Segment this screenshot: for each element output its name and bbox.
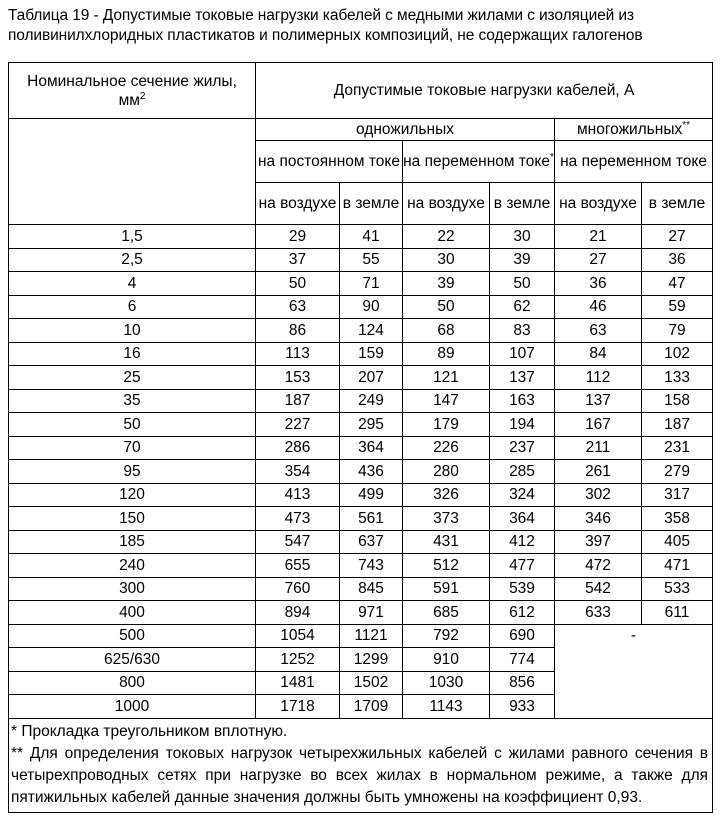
cell-m-ground: 611 [642, 601, 713, 625]
cell-section: 16 [9, 342, 256, 366]
cell-ac-ground: 612 [490, 601, 555, 625]
cell-ac-air: 373 [403, 507, 490, 531]
cell-section: 185 [9, 530, 256, 554]
cell-section: 25 [9, 366, 256, 390]
table-body [9, 225, 713, 719]
cell-ac-air: 1143 [403, 695, 490, 719]
cell-ac-air: 910 [403, 648, 490, 672]
cell-dc-air: 286 [256, 436, 340, 460]
cell-dc-air: 187 [256, 389, 340, 413]
cell-m-air: 302 [555, 483, 642, 507]
ac-ground-header: в земле [490, 183, 555, 225]
table-row [9, 601, 713, 625]
cell-dc-air: 50 [256, 272, 340, 296]
multi-ground-header: в земле [642, 183, 713, 225]
cell-m-ground: 27 [642, 225, 713, 249]
cell-dc-ground: 1299 [340, 648, 403, 672]
cell-ac-air: 685 [403, 601, 490, 625]
cell-m-ground: 471 [642, 554, 713, 578]
cell-ac-ground: 237 [490, 436, 555, 460]
cell-section: 95 [9, 460, 256, 484]
cell-section: 50 [9, 413, 256, 437]
cell-section: 120 [9, 483, 256, 507]
cell-section: 10 [9, 319, 256, 343]
single-core-header: одножильных [256, 119, 555, 141]
cell-section: 1000 [9, 695, 256, 719]
multi-absent-cell: - [555, 624, 713, 718]
cell-ac-air: 1030 [403, 671, 490, 695]
cell-ac-ground: 163 [490, 389, 555, 413]
cell-m-ground: 59 [642, 295, 713, 319]
table-row [9, 366, 713, 390]
table-row [9, 225, 713, 249]
table-row [9, 577, 713, 601]
multi-core-mark: ** [682, 119, 691, 131]
cell-ac-ground: 39 [490, 248, 555, 272]
table-row [9, 483, 713, 507]
cell-ac-ground: 774 [490, 648, 555, 672]
cell-dc-ground: 637 [340, 530, 403, 554]
section-header-blank [9, 119, 256, 225]
cell-m-air: 137 [555, 389, 642, 413]
cell-dc-ground: 1502 [340, 671, 403, 695]
cell-ac-ground: 83 [490, 319, 555, 343]
cell-ac-ground: 364 [490, 507, 555, 531]
cell-m-ground: 187 [642, 413, 713, 437]
cell-ac-ground: 412 [490, 530, 555, 554]
table-row [9, 319, 713, 343]
cell-m-air: 633 [555, 601, 642, 625]
cell-m-air: 46 [555, 295, 642, 319]
table-row [9, 295, 713, 319]
ac-air-header: на воздухе [403, 183, 490, 225]
cell-m-air: 36 [555, 272, 642, 296]
section-label: Номинальное сечение жилы, [27, 72, 237, 90]
section-header [9, 63, 256, 119]
cell-dc-air: 37 [256, 248, 340, 272]
cell-ac-air: 50 [403, 295, 490, 319]
cell-section: 500 [9, 624, 256, 648]
table-row [9, 342, 713, 366]
cell-dc-ground: 561 [340, 507, 403, 531]
cell-section: 70 [9, 436, 256, 460]
cell-m-ground: 533 [642, 577, 713, 601]
note-1: * Прокладка треугольником вплотную. [11, 722, 288, 740]
cell-ac-air: 792 [403, 624, 490, 648]
cell-ac-ground: 539 [490, 577, 555, 601]
cell-ac-ground: 477 [490, 554, 555, 578]
cell-dc-ground: 436 [340, 460, 403, 484]
cell-dc-air: 354 [256, 460, 340, 484]
cell-dc-air: 113 [256, 342, 340, 366]
multi-core-label: многожильных [577, 121, 683, 138]
cell-m-air: 167 [555, 413, 642, 437]
cell-m-air: 346 [555, 507, 642, 531]
cell-m-ground: 405 [642, 530, 713, 554]
dc-ground-header: в земле [340, 183, 403, 225]
cell-section: 1,5 [9, 225, 256, 249]
cell-m-air: 397 [555, 530, 642, 554]
cell-section: 150 [9, 507, 256, 531]
table-row [9, 507, 713, 531]
cell-dc-ground: 90 [340, 295, 403, 319]
cell-ac-ground: 856 [490, 671, 555, 695]
note-2: ** Для определения токовых нагрузок четырехжильных кабелей с жилами равного сечения в четырехпроводных сетях при нагрузке во всех жилах в нормальном режиме, а также для пятижильных кабелей данные значения должны быть умножены на коэффициент 0,93. [11, 744, 709, 806]
cell-m-ground: 279 [642, 460, 713, 484]
cell-m-ground: 133 [642, 366, 713, 390]
cell-dc-ground: 55 [340, 248, 403, 272]
cell-m-ground: 358 [642, 507, 713, 531]
cell-ac-ground: 62 [490, 295, 555, 319]
cell-m-air: 261 [555, 460, 642, 484]
table-row [9, 436, 713, 460]
cell-dc-ground: 364 [340, 436, 403, 460]
cell-m-ground: 47 [642, 272, 713, 296]
cell-dc-ground: 499 [340, 483, 403, 507]
cell-ac-air: 39 [403, 272, 490, 296]
cell-dc-ground: 743 [340, 554, 403, 578]
table-row [9, 248, 713, 272]
multi-core-header [555, 119, 713, 141]
cell-ac-ground: 933 [490, 695, 555, 719]
cell-m-air: 21 [555, 225, 642, 249]
cell-section: 240 [9, 554, 256, 578]
cell-m-ground: 36 [642, 248, 713, 272]
cell-dc-ground: 845 [340, 577, 403, 601]
cell-dc-ground: 41 [340, 225, 403, 249]
cell-ac-air: 179 [403, 413, 490, 437]
cell-dc-ground: 124 [340, 319, 403, 343]
section-unit: мм [118, 91, 140, 109]
cell-dc-air: 760 [256, 577, 340, 601]
current-load-table [8, 62, 713, 813]
cell-dc-air: 655 [256, 554, 340, 578]
cell-section: 35 [9, 389, 256, 413]
cell-dc-ground: 159 [340, 342, 403, 366]
cell-ac-air: 147 [403, 389, 490, 413]
ac-single-header [403, 141, 555, 183]
cell-dc-ground: 249 [340, 389, 403, 413]
cell-dc-air: 227 [256, 413, 340, 437]
cell-m-air: 112 [555, 366, 642, 390]
cell-section: 4 [9, 272, 256, 296]
table-title: Таблица 19 - Допустимые токовые нагрузки кабелей с медными жилами с изоляцией из поливинилхлоридных пластикатов и полимерных композиций, не содержащих галогенов [8, 7, 643, 44]
cell-dc-air: 153 [256, 366, 340, 390]
dc-air-header: на воздухе [256, 183, 340, 225]
cell-dc-air: 86 [256, 319, 340, 343]
cell-dc-ground: 1709 [340, 695, 403, 719]
cell-dc-air: 413 [256, 483, 340, 507]
cell-m-ground: 102 [642, 342, 713, 366]
cell-m-air: 472 [555, 554, 642, 578]
table-row [9, 624, 713, 648]
cell-dc-ground: 971 [340, 601, 403, 625]
cell-ac-air: 326 [403, 483, 490, 507]
table-row [9, 413, 713, 437]
cell-m-air: 63 [555, 319, 642, 343]
cell-ac-air: 591 [403, 577, 490, 601]
cell-m-air: 211 [555, 436, 642, 460]
table-row [9, 272, 713, 296]
cell-dc-air: 1718 [256, 695, 340, 719]
cell-ac-ground: 324 [490, 483, 555, 507]
cell-m-ground: 158 [642, 389, 713, 413]
cell-section: 2,5 [9, 248, 256, 272]
cell-m-ground: 317 [642, 483, 713, 507]
ac-single-mark: * [549, 151, 554, 163]
cell-ac-air: 68 [403, 319, 490, 343]
table-row [9, 460, 713, 484]
table-row [9, 530, 713, 554]
cell-section: 400 [9, 601, 256, 625]
cell-dc-air: 29 [256, 225, 340, 249]
cell-ac-air: 512 [403, 554, 490, 578]
cell-ac-air: 22 [403, 225, 490, 249]
cell-ac-air: 121 [403, 366, 490, 390]
cell-m-ground: 231 [642, 436, 713, 460]
cell-dc-air: 1481 [256, 671, 340, 695]
cell-section: 6 [9, 295, 256, 319]
notes-cell [9, 718, 713, 812]
multi-air-header: на воздухе [555, 183, 642, 225]
cell-dc-air: 894 [256, 601, 340, 625]
cell-ac-air: 280 [403, 460, 490, 484]
cell-ac-air: 226 [403, 436, 490, 460]
cell-m-ground: 79 [642, 319, 713, 343]
cell-ac-ground: 137 [490, 366, 555, 390]
cell-ac-ground: 194 [490, 413, 555, 437]
cell-dc-ground: 1121 [340, 624, 403, 648]
cell-dc-air: 473 [256, 507, 340, 531]
section-unit-exp: 2 [139, 90, 146, 102]
cell-ac-ground: 30 [490, 225, 555, 249]
cell-dc-ground: 71 [340, 272, 403, 296]
ac-single-label: на переменном токе [403, 153, 550, 170]
cell-ac-ground: 285 [490, 460, 555, 484]
cell-dc-ground: 295 [340, 413, 403, 437]
cell-ac-ground: 50 [490, 272, 555, 296]
table-row [9, 389, 713, 413]
cell-ac-air: 30 [403, 248, 490, 272]
cell-ac-air: 89 [403, 342, 490, 366]
cell-dc-air: 1054 [256, 624, 340, 648]
cell-ac-ground: 107 [490, 342, 555, 366]
cell-m-air: 27 [555, 248, 642, 272]
cell-section: 625/630 [9, 648, 256, 672]
loads-header: Допустимые токовые нагрузки кабелей, А [256, 63, 713, 119]
cell-section: 300 [9, 577, 256, 601]
cell-m-air: 84 [555, 342, 642, 366]
cell-dc-ground: 207 [340, 366, 403, 390]
cell-dc-air: 547 [256, 530, 340, 554]
cell-dc-air: 63 [256, 295, 340, 319]
dc-header: на постоянном токе [256, 141, 403, 183]
cell-dc-air: 1252 [256, 648, 340, 672]
table-row [9, 554, 713, 578]
ac-multi-header: на переменном токе [555, 141, 713, 183]
cell-m-air: 542 [555, 577, 642, 601]
cell-section: 800 [9, 671, 256, 695]
cell-ac-ground: 690 [490, 624, 555, 648]
cell-ac-air: 431 [403, 530, 490, 554]
